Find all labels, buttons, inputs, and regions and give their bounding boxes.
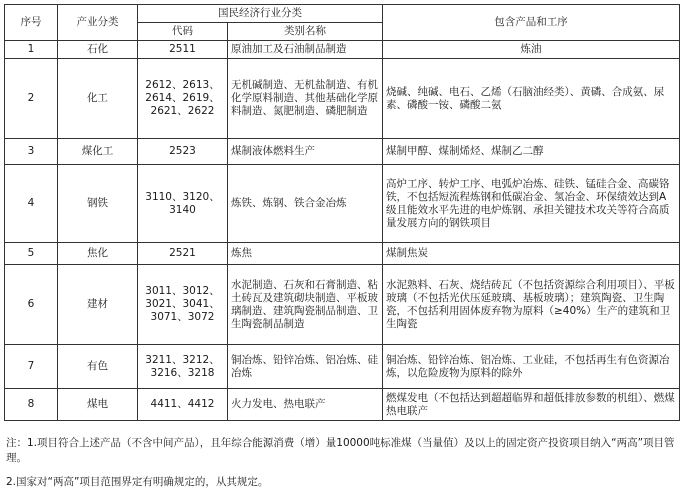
row-no: 7 (5, 345, 58, 389)
table-row (5, 243, 680, 265)
row-class-name: 无机碱制造、无机盐制造、有机化学原料制造、其他基础化学原料制造、氮肥制造、磷肥制造 (228, 59, 383, 139)
row-category: 煤化工 (58, 139, 138, 165)
row-no: 1 (5, 41, 58, 59)
row-products: 烧碱、纯碱、电石、乙烯（石脑油经类）、黄磷、合成氨、尿素、磷酸一铵、磷酸二氨 (383, 59, 680, 139)
row-no: 3 (5, 139, 58, 165)
header-class-name: 类别名称 (228, 23, 383, 41)
row-no: 4 (5, 165, 58, 243)
row-no: 5 (5, 243, 58, 265)
row-category: 建材 (58, 265, 138, 345)
row-class-name: 铜冶炼、铅锌冶炼、铝冶炼、硅冶炼 (228, 345, 383, 389)
note-1: 注：1.项目符合上述产品（不含中间产品），且年综合能源消费（增）量10000吨标准煤（当量值）及以上的固定资产投资项目纳入“两高”项目管理。 (6, 437, 675, 464)
table-row (5, 165, 680, 243)
header-classification-group: 国民经济行业分类 (138, 5, 383, 23)
row-category: 焦化 (58, 243, 138, 265)
row-category: 石化 (58, 41, 138, 59)
row-class-name: 火力发电、热电联产 (228, 389, 383, 421)
header-code: 代码 (138, 23, 228, 41)
table-row (5, 345, 680, 389)
row-products: 炼油 (383, 41, 680, 59)
industry-classification-table (4, 4, 680, 421)
header-category: 产业分类 (58, 5, 138, 41)
row-products: 煤制甲醇、煤制烯烃、煤制乙二醇 (383, 139, 680, 165)
row-no: 6 (5, 265, 58, 345)
row-code: 3011、3012、3021、3041、3071、3072 (138, 265, 228, 345)
row-code: 2612、2613、2614、2619、2621、2622 (138, 59, 228, 139)
note-2: 2.国家对“两高”项目范围界定有明确规定的，从其规定。 (6, 476, 269, 488)
row-code: 4411、4412 (138, 389, 228, 421)
table-row (5, 59, 680, 139)
row-products: 燃煤发电（不包括达到超超临界和超低排放参数的机组）、燃煤热电联产 (383, 389, 680, 421)
table-row (5, 389, 680, 421)
row-code: 3110、3120、3140 (138, 165, 228, 243)
row-category: 有色 (58, 345, 138, 389)
row-category: 煤电 (58, 389, 138, 421)
row-products: 高炉工序、转炉工序、电弧炉冶炼、硅铁、锰硅合金、高碳铬铁，不包括短流程炼钢和低碳冶金、氢冶金、环保绩效达到A级且能效水平先进的电炉炼钢、承担关键技术攻关等符合高质量发展方向的钢铁项目 (383, 165, 680, 243)
header-products: 包含产品和工序 (383, 5, 680, 41)
table-row (5, 139, 680, 165)
row-code: 2523 (138, 139, 228, 165)
row-no: 2 (5, 59, 58, 139)
table-notes (6, 436, 678, 490)
table-row (5, 265, 680, 345)
row-code: 3211、3212、3216、3218 (138, 345, 228, 389)
row-code: 2511 (138, 41, 228, 59)
row-category: 化工 (58, 59, 138, 139)
row-class-name: 炼铁、炼钢、铁合金冶炼 (228, 165, 383, 243)
row-class-name: 煤制液体燃料生产 (228, 139, 383, 165)
row-class-name: 原油加工及石油制品制造 (228, 41, 383, 59)
row-code: 2521 (138, 243, 228, 265)
row-class-name: 炼焦 (228, 243, 383, 265)
row-products: 铜冶炼、铅锌冶炼、铝冶炼、工业硅，不包括再生有色资源冶炼，以危险废物为原料的除外 (383, 345, 680, 389)
row-category: 钢铁 (58, 165, 138, 243)
row-products: 煤制焦炭 (383, 243, 680, 265)
table-row (5, 41, 680, 59)
row-no: 8 (5, 389, 58, 421)
row-products: 水泥熟料、石灰、烧结砖瓦（不包括资源综合利用项目）、平板玻璃（不包括光伏压延玻璃、基板玻璃）；建筑陶瓷、卫生陶瓷，不包括利用固体废弃物为原料（≥40%）生产的建筑和卫生陶瓷 (383, 265, 680, 345)
row-class-name: 水泥制造、石灰和石膏制造、粘土砖瓦及建筑砌块制造、平板玻璃制造、建筑陶瓷制品制造、卫生陶瓷制品制造 (228, 265, 383, 345)
header-seq: 序号 (5, 5, 58, 41)
